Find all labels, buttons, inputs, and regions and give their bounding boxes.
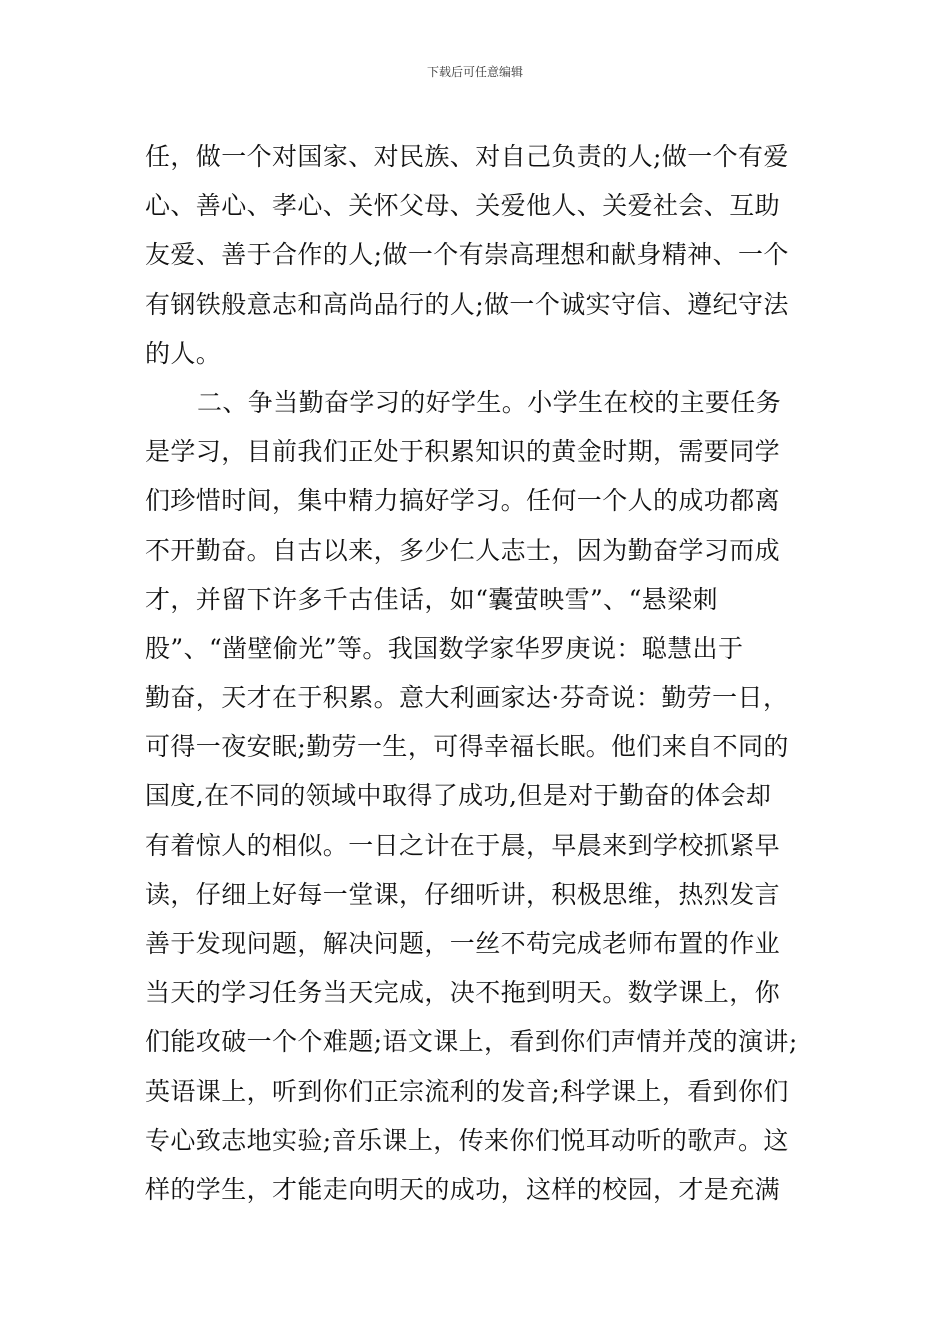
text-line: 心、善心、孝心、关怀父母、关爱他人、关爱社会、互助 <box>145 191 781 221</box>
text-line: 不开勤奋。自古以来，多少仁人志士，因为勤奋学习而成 <box>145 535 781 565</box>
text-line: 可得一夜安眠;勤劳一生，可得幸福长眠。他们来自不同的 <box>145 732 789 762</box>
text-line: 有着惊人的相似。一日之计在于晨，早晨来到学校抓紧早 <box>145 830 781 860</box>
text-line: 有钢铁般意志和高尚品行的人;做一个诚实守信、遵纪守法 <box>145 289 789 319</box>
text-line: 的人。 <box>145 338 222 368</box>
text-line: 任，做一个对国家、对民族、对自己负责的人;做一个有爱 <box>145 142 789 171</box>
text-line: 英语课上，听到你们正宗流利的发音;科学课上，看到你们 <box>145 1076 789 1106</box>
text-line: 样的学生，才能走向明天的成功，这样的校园，才是充满 <box>145 1174 781 1204</box>
page-header: 下载后可任意编辑 <box>426 65 523 79</box>
text-line: 二、争当勤奋学习的好学生。小学生在校的主要任务 <box>197 387 782 417</box>
text-line: 专心致志地实验;音乐课上，传来你们悦耳动听的歌声。这 <box>145 1125 789 1155</box>
paragraph-1 <box>145 132 815 378</box>
text-line: 国度,在不同的领域中取得了成功,但是对于勤奋的体会却 <box>145 781 772 811</box>
text-line: 善于发现问题，解决问题，一丝不苟完成老师布置的作业 <box>145 929 781 958</box>
text-line: 股”、“凿壁偷光”等。我国数学家华罗庚说：聪慧出于 <box>145 633 744 663</box>
text-line: 们能攻破一个个难题;语文课上，看到你们声情并茂的演讲; <box>145 1027 798 1057</box>
text-line: 是学习，目前我们正处于积累知识的黄金时期，需要同学 <box>145 437 781 467</box>
document-body <box>145 132 815 1214</box>
text-line: 读，仔细上好每一堂课，仔细听讲，积极思维，热烈发言 <box>145 879 781 909</box>
text-line: 们珍惜时间，集中精力搞好学习。任何一个人的成功都离 <box>145 486 781 516</box>
text-line: 当天的学习任务当天完成，决不拖到明天。数学课上，你 <box>145 978 781 1008</box>
paragraph-2 <box>145 378 815 1214</box>
text-line: 勤奋，天才在于积累。意大利画家达·芬奇说：勤劳一日， <box>145 683 789 713</box>
text-line: 才，并留下许多千古佳话，如“囊萤映雪”、“悬梁刺 <box>145 584 718 614</box>
text-line: 友爱、善于合作的人;做一个有崇高理想和献身精神、一个 <box>145 240 789 270</box>
